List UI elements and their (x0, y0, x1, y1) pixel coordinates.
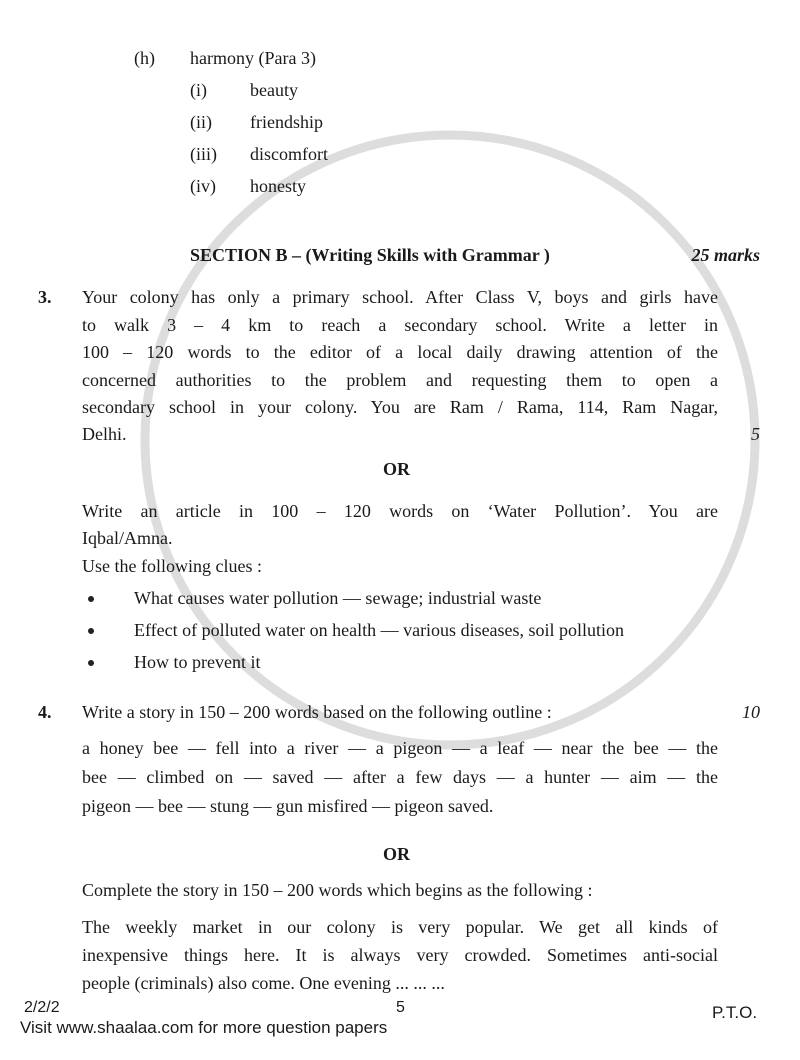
option-text: beauty (250, 80, 298, 100)
bullet-icon (88, 660, 94, 666)
question-text-line: Delhi. (82, 424, 127, 444)
story-line: inexpensive things here. It is always very crowded. Sometimes anti-social (82, 945, 718, 965)
question-text-line: concerned authorities to the problem and requesting them to open a (82, 370, 718, 390)
question-text-line: 100 – 120 words to the editor of a local daily drawing attention of the (82, 342, 718, 362)
question-text-line: Write an article in 100 – 120 words on ‘Water Pollution’. You are (82, 501, 718, 521)
clue-item: How to prevent it (134, 652, 261, 672)
story-line: The weekly market in our colony is very popular. We get all kinds of (82, 917, 718, 937)
question-text-line: Use the following clues : (82, 556, 262, 576)
option-num: (i) (190, 80, 207, 100)
question-text-line: secondary school in your colony. You are Ram / Rama, 114, Ram Nagar, (82, 397, 718, 417)
question-number: 4. (38, 702, 52, 722)
question-intro: Write a story in 150 – 200 words based on the following outline : (82, 702, 552, 722)
paper-code: 2/2/2 (24, 999, 60, 1016)
question-text-line: Iqbal/Amna. (82, 528, 173, 548)
visit-link[interactable]: Visit www.shaalaa.com for more question papers (20, 1018, 388, 1037)
question-word: harmony (Para 3) (190, 48, 316, 68)
pto-label: P.T.O. (712, 1003, 758, 1022)
outline-line: pigeon — bee — stung — gun misfired — pigeon saved. (82, 796, 494, 816)
bullet-icon (88, 596, 94, 602)
section-title: SECTION B – (Writing Skills with Grammar ) (190, 245, 550, 265)
story-line: people (criminals) also come. One evening ... ... ... (82, 973, 445, 993)
option-num: (iii) (190, 144, 217, 164)
question-label: (h) (134, 48, 155, 68)
option-text: friendship (250, 112, 323, 132)
or-separator: OR (383, 459, 410, 479)
question-intro: Complete the story in 150 – 200 words which begins as the following : (82, 880, 593, 900)
or-separator: OR (383, 844, 410, 864)
clue-item: What causes water pollution — sewage; industrial waste (134, 588, 542, 608)
section-marks: 25 marks (691, 245, 760, 265)
question-text-line: Your colony has only a primary school. After Class V, boys and girls have (82, 287, 718, 307)
bullet-icon (88, 628, 94, 634)
option-text: discomfort (250, 144, 328, 164)
question-number: 3. (38, 287, 52, 307)
option-num: (ii) (190, 112, 212, 132)
page-number: 5 (396, 999, 405, 1016)
question-marks: 5 (751, 424, 760, 444)
clue-item: Effect of polluted water on health — various diseases, soil pollution (134, 620, 625, 640)
question-text-line: to walk 3 – 4 km to reach a secondary school. Write a letter in (82, 315, 718, 335)
question-marks: 10 (742, 702, 760, 722)
option-text: honesty (250, 176, 306, 196)
option-num: (iv) (190, 176, 216, 196)
outline-line: bee — climbed on — saved — after a few days — a hunter — aim — the (82, 767, 718, 787)
outline-line: a honey bee — fell into a river — a pigeon — a leaf — near the bee — the (82, 738, 718, 758)
